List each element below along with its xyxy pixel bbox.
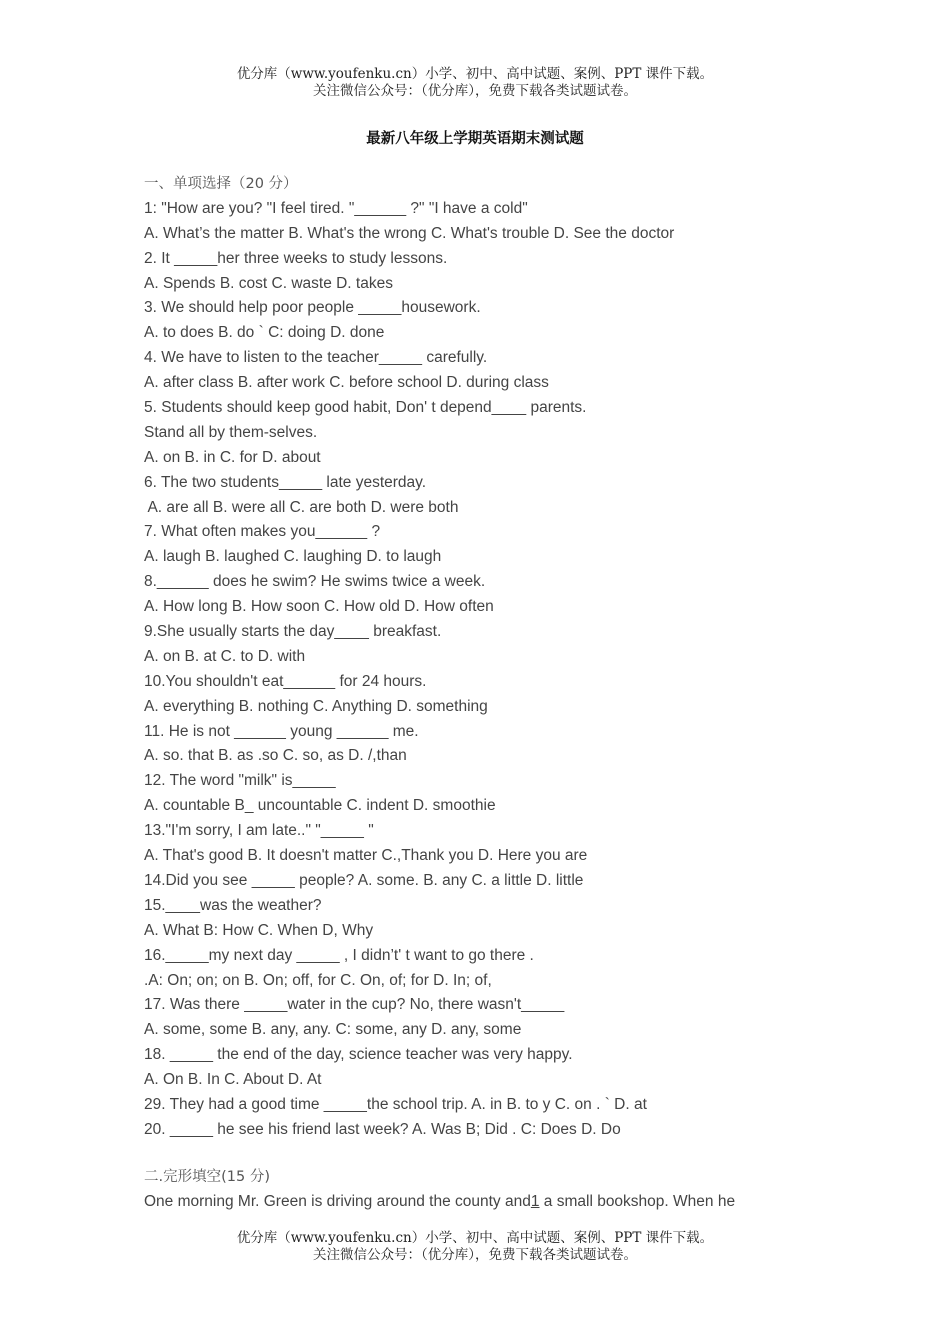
question-line: 7. What often makes you______ ? <box>144 523 381 541</box>
section-1-questions <box>144 197 824 1143</box>
header-line-1: 优分库（www.youfenku.cn）小学、初中、高中试题、案例、PPT 课件下载。 <box>236 66 714 82</box>
section-1-heading: 一、单项选择（20 分） <box>144 176 298 192</box>
question-line: 6. The two students_____ late yesterday. <box>144 473 427 491</box>
question-line: A. That's good B. It doesn't matter C.,Thank you D. Here you are <box>144 847 588 865</box>
question-line: 17. Was there _____water in the cup? No, there wasn't_____ <box>144 996 565 1014</box>
question-line: 12. The word "milk" is_____ <box>144 772 336 790</box>
question-line: A. after class B. after work C. before school D. during class <box>144 374 549 392</box>
question-line: 16._____my next day _____ , I didn’t' t want to go there . <box>144 946 534 964</box>
question-line: 18. _____ the end of the day, science teacher was very happy. <box>144 1046 573 1064</box>
question-line: A. some, some B. any, any. C: some, any D. any, some <box>144 1021 522 1039</box>
passage-text-after: a small bookshop. When he <box>539 1192 736 1210</box>
question-line: A. on B. in C. for D. about <box>144 448 321 466</box>
question-line: A. Spends B. cost C. waste D. takes <box>144 274 393 292</box>
question-line: 10.You shouldn't eat______ for 24 hours. <box>144 672 427 690</box>
question-line: 14.Did you see _____ people? A. some. B. any C. a little D. little <box>144 871 584 889</box>
question-line: A. countable B_ uncountable C. indent D. smoothie <box>144 797 496 815</box>
question-line: A. are all B. were all C. are both D. were both <box>144 498 459 516</box>
question-line: .A: On; on; on B. On; off, for C. On, of; for D. In; of, <box>144 971 492 989</box>
question-line: 4. We have to listen to the teacher_____ carefully. <box>144 349 488 367</box>
question-line: A. everything B. nothing C. Anything D. something <box>144 697 488 715</box>
question-line: A. laugh B. laughed C. laughing D. to laugh <box>144 548 442 566</box>
question-line: 1: "How are you? "I feel tired. "______ ?" "I have a cold" <box>144 199 528 217</box>
section-2-heading: 二.完形填空(15 分) <box>144 1168 270 1185</box>
question-line: 5. Students should keep good habit, Don' t depend____ parents. <box>144 399 587 417</box>
question-line: 20. _____ he see his friend last week? A. Was B; Did . C: Does D. Do <box>144 1120 621 1138</box>
question-line: 3. We should help poor people _____housework. <box>144 299 481 317</box>
question-line: A. What B: How C. When D, Why <box>144 921 374 939</box>
question-line: A. On B. In C. About D. At <box>144 1071 322 1089</box>
question-line: 29. They had a good time _____the school trip. A. in B. to y C. on . ` D. at <box>144 1095 647 1113</box>
question-line: A. What’s the matter B. What's the wrong C. What's trouble D. See the doctor <box>144 224 675 242</box>
footer-line-2: 关注微信公众号：（优分库），免费下载各类试题试卷。 <box>313 1247 637 1263</box>
question-line: 13."I'm sorry, I am late.." "_____ " <box>144 822 374 840</box>
question-line: A. How long B. How soon C. How old D. How often <box>144 598 494 616</box>
page-footer <box>0 1230 950 1264</box>
page-header <box>0 66 950 100</box>
question-line: 9.She usually starts the day____ breakfast. <box>144 623 442 641</box>
footer-line-1: 优分库（www.youfenku.cn）小学、初中、高中试题、案例、PPT 课件下载。 <box>236 1230 714 1246</box>
question-line: A. to does B. do ` C: doing D. done <box>144 324 385 342</box>
passage-text-before: One morning Mr. Green is driving around the county and <box>144 1192 531 1210</box>
header-line-2: 关注微信公众号：（优分库），免费下载各类试题试卷。 <box>313 83 637 99</box>
question-line: A. on B. at C. to D. with <box>144 647 306 665</box>
section-2-passage-line <box>144 1190 824 1215</box>
question-line: 2. It _____her three weeks to study lessons. <box>144 249 448 267</box>
document-title: 最新八年级上学期英语期末测试题 <box>366 131 584 147</box>
question-line: 15.____was the weather? <box>144 896 322 914</box>
question-line: 11. He is not ______ young ______ me. <box>144 722 419 740</box>
question-line: 8.______ does he swim? He swims twice a week. <box>144 573 486 591</box>
document-body <box>144 172 824 1215</box>
question-line: Stand all by them-selves. <box>144 423 318 441</box>
question-line: A. so. that B. as .so C. so, as D. /,than <box>144 747 407 765</box>
passage-blank-number: 1 <box>530 1192 540 1210</box>
